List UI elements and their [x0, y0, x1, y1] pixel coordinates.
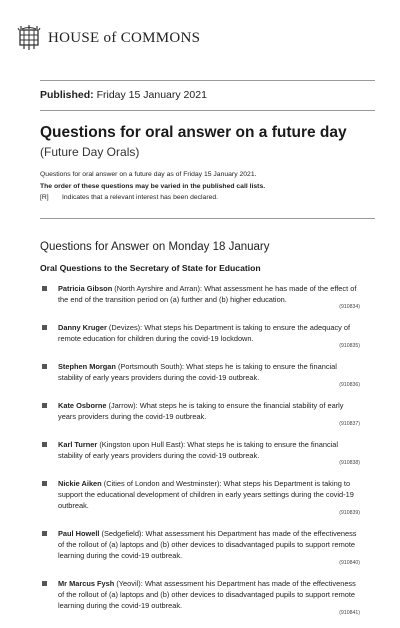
published-line	[40, 89, 207, 101]
divider-intro	[40, 218, 375, 219]
question-text: (Jarrow): What steps he is taking to ensure the financial stability of early years providers during the covid-19 outbreak.	[58, 401, 344, 421]
bullet-icon	[42, 325, 47, 330]
bullet-icon	[42, 364, 47, 369]
intro-notes	[40, 169, 265, 204]
section-subheading: Oral Questions to the Secretary of State for Education	[40, 263, 261, 273]
question-text: (Kingston upon Hull East): What steps he is taking to ensure the financial stability of early years providers during the covid-19 outbreak.	[58, 440, 339, 460]
question-ref: (910835)	[339, 343, 360, 349]
bullet-icon	[42, 581, 47, 586]
questions-list	[42, 283, 360, 628]
question-ref: (910839)	[339, 510, 360, 516]
divider-published	[40, 110, 375, 111]
question-ref: (910836)	[339, 382, 360, 388]
question-item	[42, 478, 360, 516]
question-item	[42, 528, 360, 566]
bullet-icon	[42, 403, 47, 408]
divider-top	[40, 80, 375, 81]
member-name: Stephen Morgan	[58, 362, 116, 371]
member-name: Patricia Gibson	[58, 284, 113, 293]
portcullis-icon	[18, 25, 40, 51]
member-name: Nickie Aiken	[58, 479, 102, 488]
member-name: Paul Howell	[58, 529, 100, 538]
question-item	[42, 283, 360, 310]
bullet-icon	[42, 286, 47, 291]
member-name: Kate Osborne	[58, 401, 107, 410]
question-text: (Portsmouth South): What steps he is taking to ensure the financial stability of early years providers during the covid-19 outbreak.	[58, 362, 337, 382]
question-ref: (910841)	[339, 610, 360, 616]
interest-note: Indicates that a relevant interest has been declared.	[62, 194, 219, 201]
member-name: Danny Kruger	[58, 323, 107, 332]
document-subtitle: (Future Day Orals)	[40, 145, 140, 159]
question-ref: (910834)	[339, 304, 360, 310]
question-text: (Sedgefield): What assessment his Department has made of the effectiveness of the rollout of (a) laptops and (b) other devices to disadvantaged pupils to support remote learning during the covid-19 outbreak.	[58, 529, 357, 560]
member-name: Mr Marcus Fysh	[58, 579, 115, 588]
question-text: (Yeovil): What assessment his Department has made of the effectiveness of the rollout of (a) laptops and (b) other devices to disadvantaged pupils to support remote learning during the covid-19 outbreak.	[58, 579, 356, 610]
page-header	[18, 18, 200, 58]
house-of-commons-title: HOUSE of COMMONS	[48, 29, 201, 46]
question-item	[42, 578, 360, 616]
intro-line-2: The order of these questions may be varied in the published call lists.	[40, 182, 266, 190]
published-label: Published:	[40, 89, 94, 101]
bullet-icon	[42, 442, 47, 447]
question-ref: (910837)	[339, 421, 360, 427]
question-ref: (910840)	[339, 560, 360, 566]
intro-line-3	[40, 192, 265, 204]
question-text: (North Ayrshire and Arran): What assessment he has made of the effect of the end of the transition period on (a) further and (b) higher education.	[58, 284, 357, 304]
question-item	[42, 361, 360, 388]
question-ref: (910838)	[339, 460, 360, 466]
bullet-icon	[42, 531, 47, 536]
question-item	[42, 400, 360, 427]
intro-line-1: Questions for oral answer on a future day as of Friday 15 January 2021.	[40, 171, 257, 178]
question-item	[42, 322, 360, 349]
interest-tag: [R]	[40, 194, 49, 201]
question-item	[42, 439, 360, 466]
published-date: Friday 15 January 2021	[96, 89, 207, 101]
document-title: Questions for oral answer on a future day	[40, 124, 347, 141]
section-heading: Questions for Answer on Monday 18 January	[40, 241, 270, 253]
question-text: (Cities of London and Westminster): What steps his Department is taking to support the educational development of children in early years settings during the covid-19 outbreak.	[58, 479, 354, 510]
bullet-icon	[42, 481, 47, 486]
member-name: Karl Turner	[58, 440, 98, 449]
question-text: (Devizes): What steps his Department is taking to ensure the adequacy of remote education for children during the covid-19 lockdown.	[58, 323, 351, 343]
